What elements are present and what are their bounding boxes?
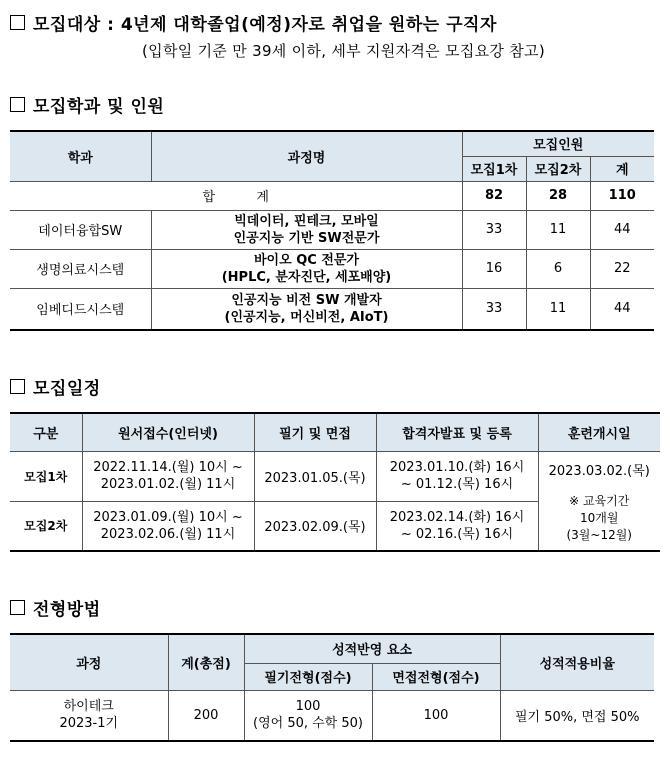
total-score: 200 <box>168 690 244 741</box>
section-title: 모집일정 <box>33 379 101 399</box>
header-written: 필기전형(점수) <box>244 663 372 690</box>
header-interview: 면접전형(점수) <box>372 663 500 690</box>
note-line: 10개월 <box>580 510 619 525</box>
course-name <box>151 210 462 249</box>
selection-table <box>10 633 654 742</box>
course-line: 바이오 QC 전문가 <box>254 252 359 268</box>
sum-r2: 28 <box>526 181 590 210</box>
written-score <box>244 690 372 741</box>
apply-period <box>82 451 254 501</box>
dept-name: 데이터융합SW <box>10 210 151 249</box>
written-line: (영어 50, 수학 50) <box>253 716 363 732</box>
departments-table <box>10 130 654 331</box>
table-row <box>10 210 654 249</box>
written-line: 100 <box>295 699 321 715</box>
course-name <box>151 288 462 330</box>
apply-line: 2023.02.06.(월) 11시 <box>100 526 236 542</box>
dept-name: 임베디드시스템 <box>10 288 151 330</box>
checkbox-icon <box>10 600 25 615</box>
count-r1: 16 <box>462 249 526 288</box>
result-line: 2023.01.10.(화) 16시 <box>389 460 525 475</box>
header-exam: 필기 및 면접 <box>254 413 376 451</box>
course-line: 2023-1기 <box>59 716 119 732</box>
schedule-table <box>10 412 660 552</box>
header-start: 훈련개시일 <box>538 413 660 451</box>
header-recruit: 모집인원 <box>462 131 654 156</box>
sum-r1: 82 <box>462 181 526 210</box>
count-r2: 11 <box>526 288 590 330</box>
header-total: 계 <box>590 156 654 181</box>
header-r2: 모집2차 <box>526 156 590 181</box>
table-row <box>10 690 654 741</box>
table-row <box>10 249 654 288</box>
section-title: 모집학과 및 인원 <box>33 97 165 117</box>
apply-period <box>82 501 254 551</box>
training-start <box>538 451 660 551</box>
header-result: 합격자발표 및 등록 <box>376 413 538 451</box>
interview-score: 100 <box>372 690 500 741</box>
header-reflect: 성적반영 요소 <box>244 634 500 663</box>
header-apply: 원서접수(인터넷) <box>82 413 254 451</box>
note-line: ※ 교육기간 <box>569 493 630 508</box>
course-line: 인공지능 기반 SW전문가 <box>233 230 380 246</box>
target-note: (입학일 기준 만 39세 이하, 세부 지원자격은 모집요강 참고) <box>142 42 545 60</box>
course-line: 하이테크 <box>63 699 114 715</box>
schedule-type: 모집2차 <box>10 501 82 551</box>
exam-date: 2023.02.09.(목) <box>254 501 376 551</box>
checkbox-icon <box>10 97 25 112</box>
count-total: 44 <box>590 210 654 249</box>
section-title: 전형방법 <box>33 600 101 620</box>
checkbox-icon <box>10 379 25 394</box>
course-name <box>10 690 168 741</box>
apply-line: 2022.11.14.(월) 10시 ~ <box>93 460 243 475</box>
section-recruit-target <box>10 10 497 35</box>
count-r2: 11 <box>526 210 590 249</box>
score-ratio: 필기 50%, 면접 50% <box>500 690 654 741</box>
checkbox-icon <box>10 15 25 30</box>
schedule-type: 모집1차 <box>10 451 82 501</box>
apply-line: 2023.01.02.(월) 11시 <box>100 477 236 492</box>
dept-name: 생명의료시스템 <box>10 249 151 288</box>
header-course: 과정 <box>10 634 168 690</box>
exam-date: 2023.01.05.(목) <box>254 451 376 501</box>
header-type: 구분 <box>10 413 82 451</box>
apply-line: 2023.01.09.(월) 10시 ~ <box>93 509 243 525</box>
count-r1: 33 <box>462 288 526 330</box>
header-course: 과정명 <box>151 131 462 181</box>
section-departments <box>10 92 164 117</box>
training-period-note <box>539 493 661 544</box>
sum-row <box>10 181 654 210</box>
table-row <box>10 451 660 501</box>
count-r2: 6 <box>526 249 590 288</box>
result-line: ~ 02.16.(목) 16시 <box>400 526 514 542</box>
header-r1: 모집1차 <box>462 156 526 181</box>
header-ratio: 성적적용비율 <box>500 634 654 690</box>
section-schedule <box>10 374 101 399</box>
course-name <box>151 249 462 288</box>
result-period <box>376 501 538 551</box>
result-period <box>376 451 538 501</box>
table-row <box>10 288 654 330</box>
course-line: (인공지능, 머신비전, AIoT) <box>224 309 389 325</box>
result-line: ~ 01.12.(목) 16시 <box>400 477 514 492</box>
start-date: 2023.03.02.(목) <box>548 463 650 479</box>
sum-total: 110 <box>590 181 654 210</box>
course-line: (HPLC, 분자진단, 세포배양) <box>221 269 392 285</box>
result-line: 2023.02.14.(화) 16시 <box>389 509 525 525</box>
course-line: 인공지능 비전 SW 개발자 <box>231 292 382 308</box>
count-total: 22 <box>590 249 654 288</box>
count-total: 44 <box>590 288 654 330</box>
note-line: (3월~12월) <box>566 527 632 542</box>
section-selection <box>10 595 101 620</box>
section-title: 모집대상 : 4년제 대학졸업(예정)자로 취업을 원하는 구직자 <box>33 15 497 35</box>
header-total: 계(총점) <box>168 634 244 690</box>
sum-label: 합 계 <box>10 181 462 210</box>
count-r1: 33 <box>462 210 526 249</box>
course-line: 빅데이터, 핀테크, 모바일 <box>234 213 379 229</box>
header-dept: 학과 <box>10 131 151 181</box>
